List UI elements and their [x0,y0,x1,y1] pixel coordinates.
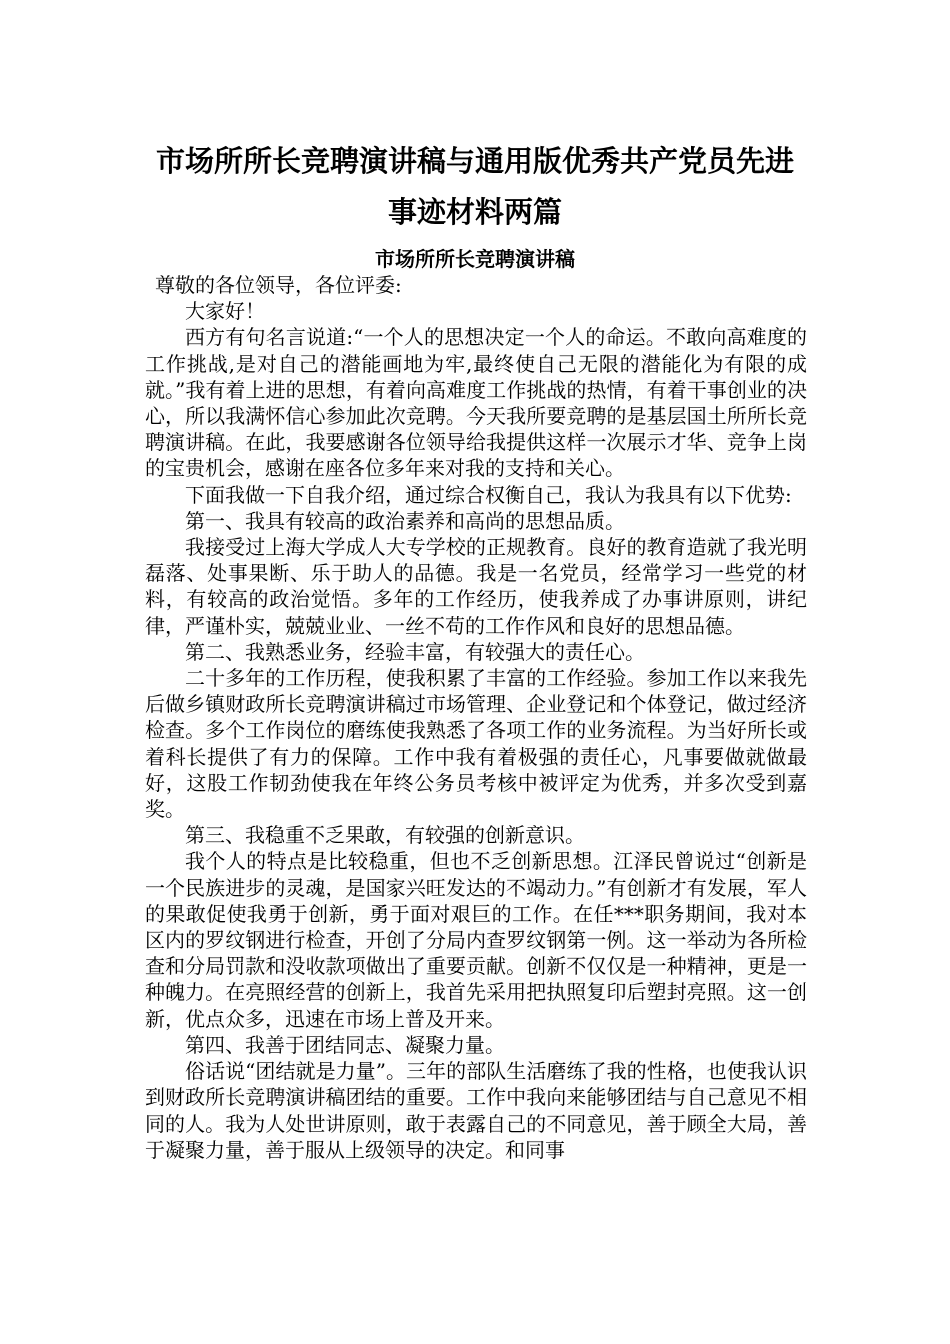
paragraph-salutation: 尊敬的各位领导，各位评委: [155,273,402,297]
document-title-line-2: 事迹材料两篇 [387,195,562,229]
paragraph-heading-2: 第二、我熟悉业务，经验丰富，有较强大的责任心。 [185,639,645,664]
paragraph: 我个人的特点是比较稳重，但也不乏创新思想。江泽民曾说过“创新是一个民族进步的灵魂，是国家兴旺发达的不竭动力。”有创新才有发展，军人的果敢促使我勇于创新，勇于面对艰巨的工作。在任***职务期间，我对本区内的罗纹钢进行检查，开创了分局内查罗纹钢第一例。这一举动为各所检查和分局罚款和没收款项做出了重要贡献。创新不仅仅是一种精神，更是一种魄力。在亮照经营的创新上，我首先采用把执照复印后塑封亮照。这一创新，优点众多，迅速在市场上普及开来。 [145,849,807,1031]
paragraph: 下面我做一下自我介绍，通过综合权衡自己，我认为我具有以下优势: [185,482,792,507]
paragraph-heading-4: 第四、我善于团结同志、凝聚力量。 [185,1032,505,1057]
paragraph-greeting: 大家好！ [185,299,265,324]
paragraph: 我接受过上海大学成人大专学校的正规教育。良好的教育造就了我光明磊落、处事果断、乐于助人的品德。我是一名党员，经常学习一些党的材料，有较高的政治觉悟。多年的工作经历，使我养成了办事讲原则，讲纪律，严谨朴实，兢兢业业、一丝不苟的工作作风和良好的思想品德。 [145,535,807,638]
section-title: 市场所所长竞聘演讲稿 [375,247,575,271]
document-body [145,272,807,1163]
paragraph: 俗话说“团结就是力量”。三年的部队生活磨练了我的性格，也使我认识到财政所长竞聘演讲稿团结的重要。工作中我向来能够团结与自己意见不相同的人。我为人处世讲原则，敢于表露自己的不同意见，善于顾全大局，善于凝聚力量，善于服从上级领导的决定。和同事 [145,1059,807,1162]
paragraph-heading-3: 第三、我稳重不乏果敢，有较强的创新意识。 [185,823,585,848]
paragraph: 二十多年的工作历程，使我积累了丰富的工作经验。参加工作以来我先后做乡镇财政所长竞聘演讲稿过市场管理、企业登记和个体登记，做过经济检查。多个工作岗位的磨练使我熟悉了各项工作的业务流程。为当好所长或着科长提供了有力的保障。工作中我有着极强的责任心，凡事要做就做最好，这股工作韧劲使我在年终公务员考核中被评定为优秀，并多次受到嘉奖。 [145,666,807,822]
paragraph: 西方有句名言说道:“一个人的思想决定一个人的命运。不敢向高难度的工作挑战,是对自己的潜能画地为牢,最终使自己无限的潜能化为有限的成就。”我有着上进的思想，有着向高难度工作挑战的热情，有着干事创业的决心，所以我满怀信心参加此次竞聘。今天我所要竞聘的是基层国土所所长竞聘演讲稿。在此，我要感谢各位领导给我提供这样一次展示才华、竞争上岗的宝贵机会，感谢在座各位多年来对我的支持和关心。 [145,325,807,481]
document-title-line-1: 市场所所长竞聘演讲稿与通用版优秀共产党员先进 [155,144,794,178]
paragraph-heading-1: 第一、我具有较高的政治素养和高尚的思想品质。 [185,508,625,533]
